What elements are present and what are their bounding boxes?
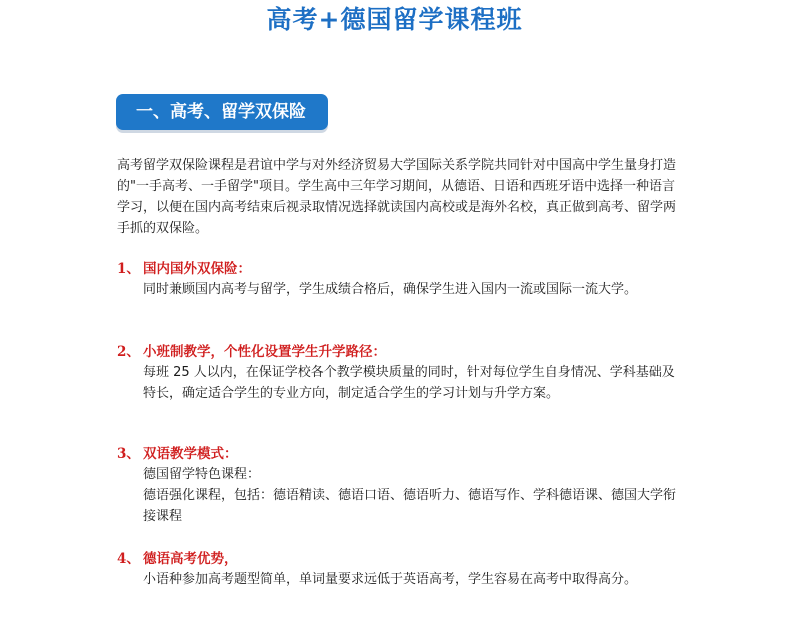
point-line: 德语强化课程，包括：德语精读、德语口语、德语听力、德语写作、学科德语课、德国大学衔接课程	[143, 488, 677, 524]
point-number: 1、	[117, 261, 140, 277]
point-title: 德语高考优势，	[143, 551, 238, 567]
point-line: 小语种参加高考题型简单，单词量要求远低于英语高考，学生容易在高考中取得高分。	[143, 572, 638, 587]
point-body	[143, 279, 677, 300]
point-heading	[117, 549, 677, 569]
point-heading	[117, 342, 677, 362]
point-title: 双语教学模式：	[143, 446, 238, 462]
point-title: 小班制教学，个性化设置学生升学路径：	[143, 344, 386, 360]
point-heading	[117, 444, 677, 464]
point-number: 3、	[117, 446, 140, 462]
point-title: 国内国外双保险：	[143, 261, 251, 277]
point-body	[143, 362, 677, 404]
section-banner: 一、高考、留学双保险	[116, 94, 328, 130]
point-number: 4、	[117, 551, 140, 567]
point-3	[117, 444, 677, 527]
point-body	[143, 464, 677, 527]
point-heading	[117, 259, 677, 279]
page-title: 高考+德国留学课程班	[266, 5, 523, 34]
point-1	[117, 259, 677, 300]
point-line: 每班 25 人以内，在保证学校各个教学模块质量的同时，针对每位学生自身情况、学科基础及特长，确定适合学生的专业方向，制定适合学生的学习计划与升学方案。	[143, 365, 675, 401]
point-number: 2、	[117, 344, 140, 360]
intro-paragraph: 高考留学双保险课程是君谊中学与对外经济贸易大学国际关系学院共同针对中国高中学生量身打造的"一手高考、一手留学"项目。学生高中三年学习期间，从德语、日语和西班牙语中选择一种语言学习，以便在国内高考结束后视录取情况选择就读国内高校或是海外名校，真正做到高考、留学两手抓的双保险。	[117, 158, 677, 236]
point-4	[117, 549, 677, 590]
point-line: 德国留学特色课程：	[143, 467, 261, 482]
point-2	[117, 342, 677, 404]
point-body	[143, 569, 677, 590]
point-line: 同时兼顾国内高考与留学，学生成绩合格后，确保学生进入国内一流或国际一流大学。	[143, 282, 638, 297]
